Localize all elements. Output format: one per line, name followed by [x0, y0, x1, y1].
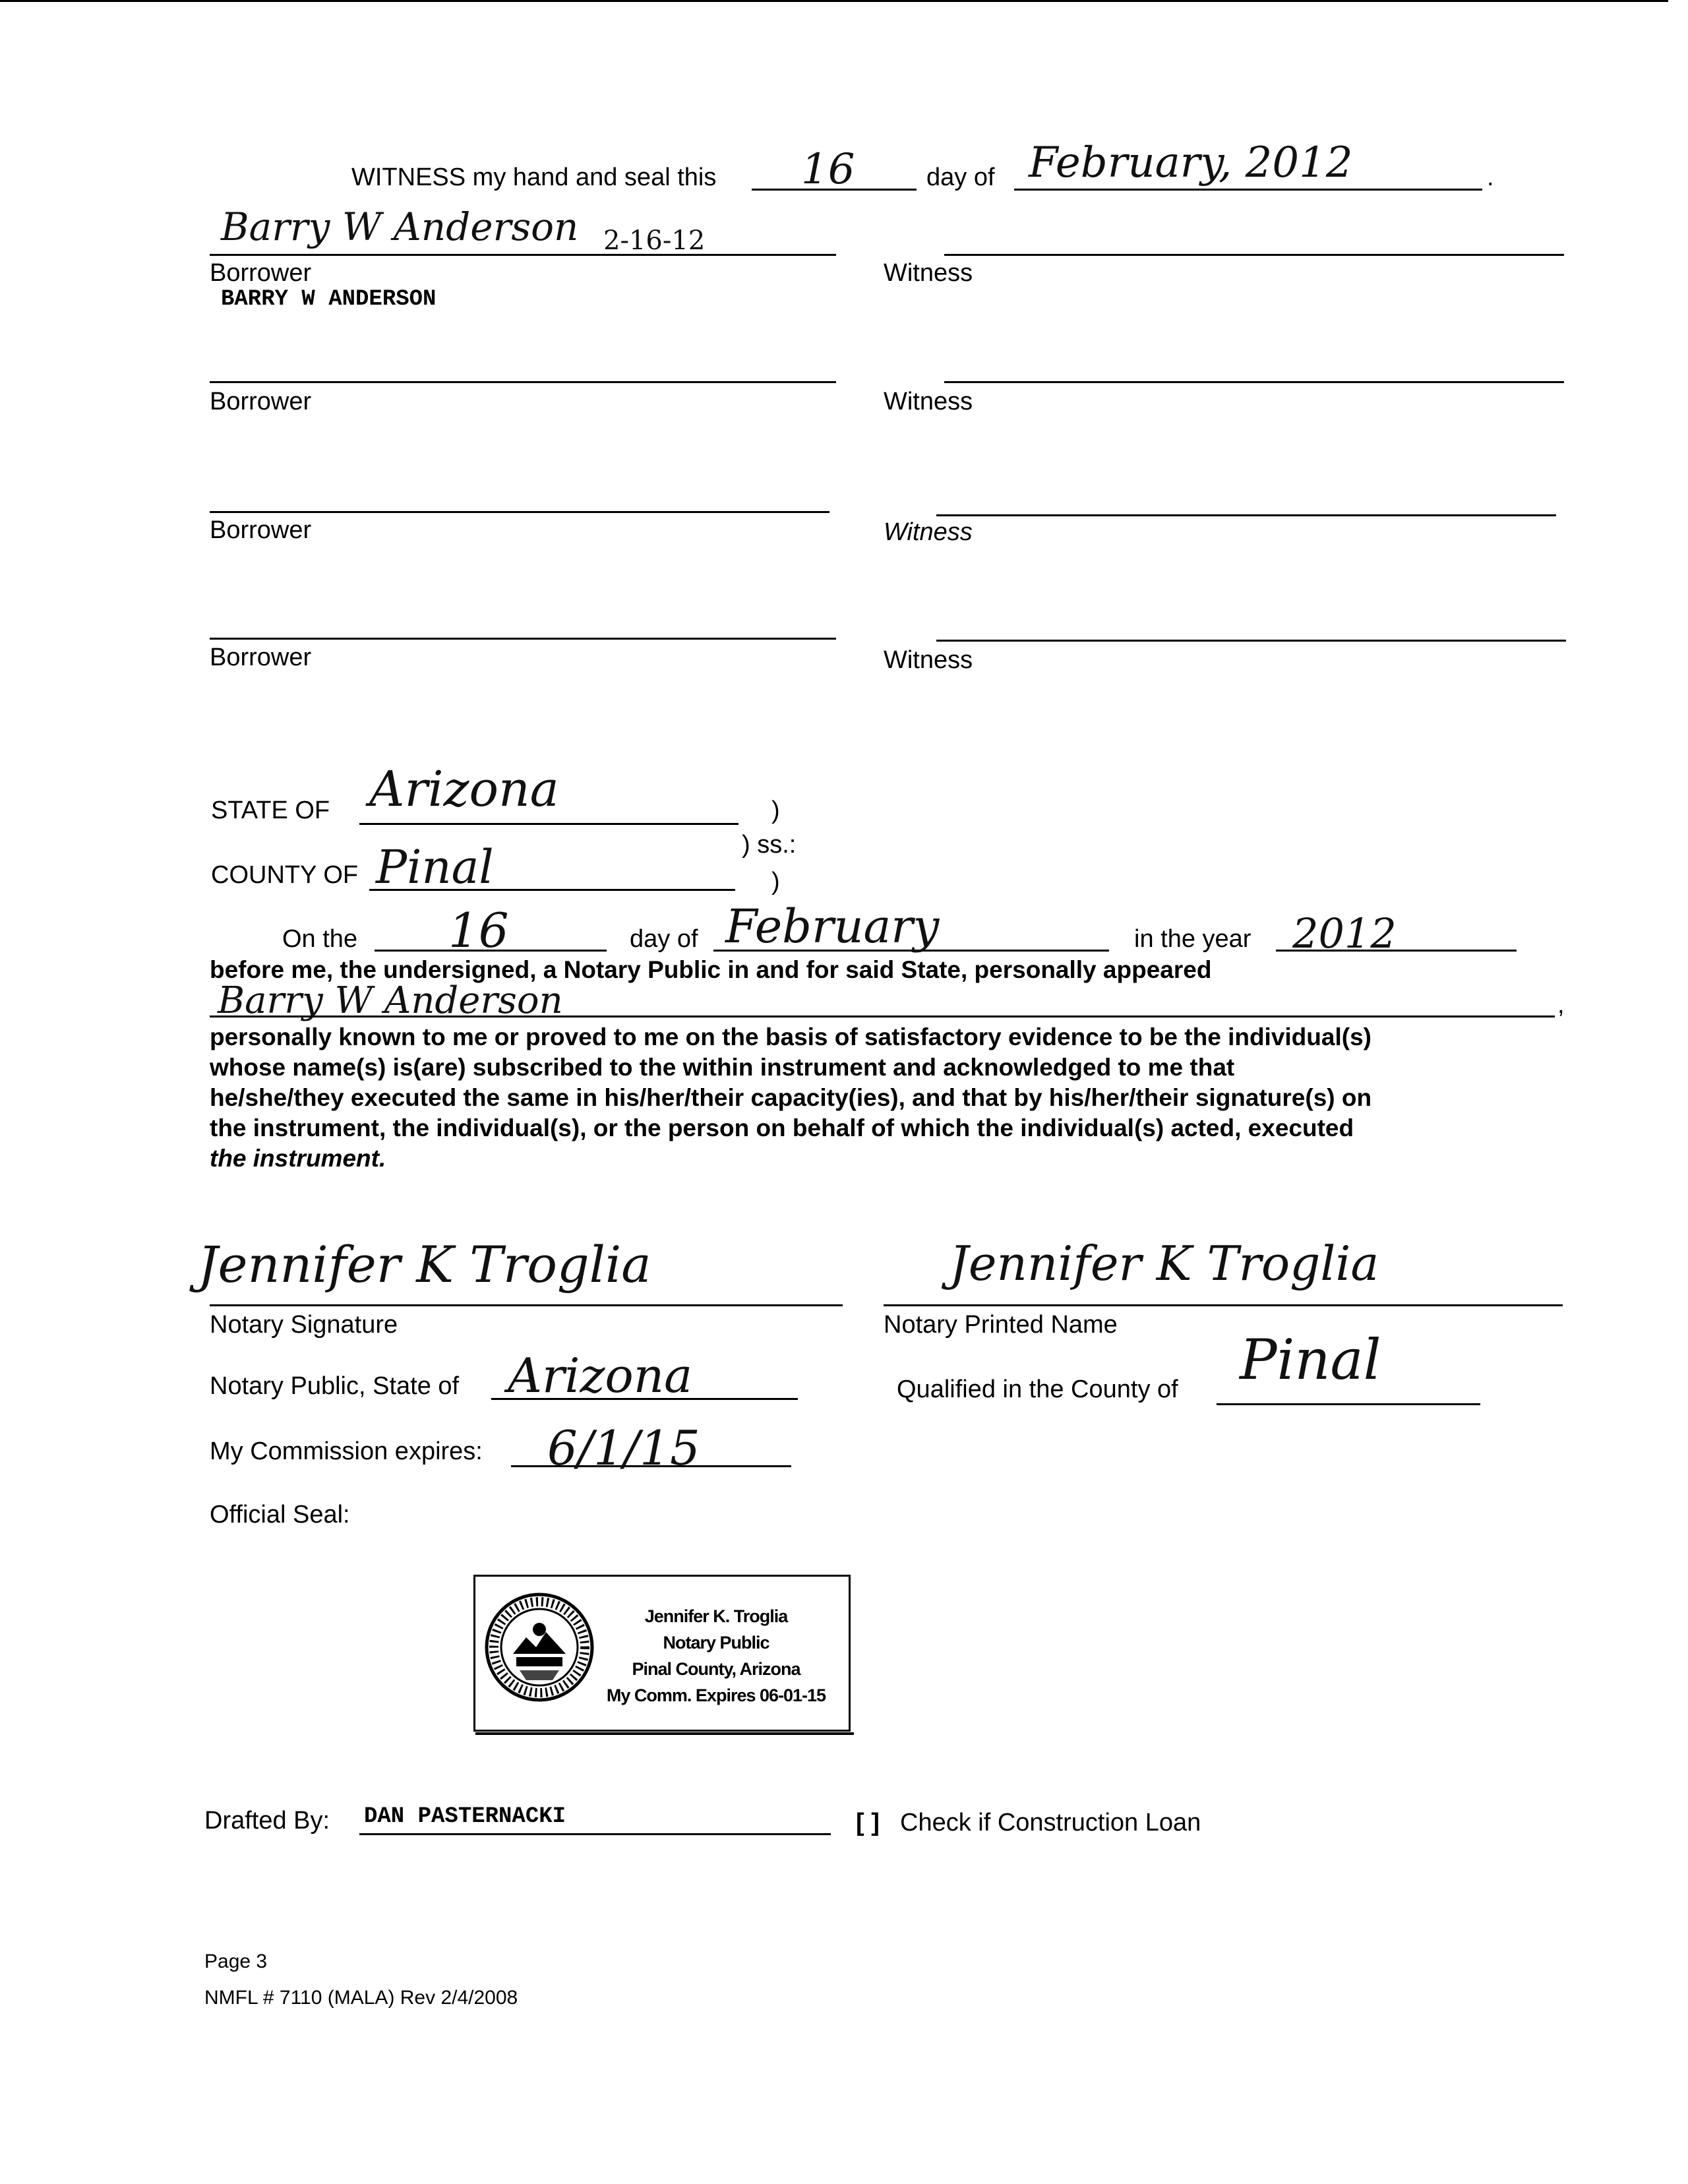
- seal-line: Pinal County, Arizona: [632, 1659, 800, 1679]
- witness-4-label: Witness: [884, 646, 973, 674]
- paragraph-line: whose name(s) is(are) subscribed to the within instrument and acknowledged to me that: [210, 1054, 1235, 1081]
- qualified-county-line: [1217, 1403, 1480, 1405]
- notary-public-state-value: Arizona: [508, 1348, 693, 1403]
- notary-signature-line: [210, 1304, 843, 1306]
- page-number: Page 3: [204, 1951, 268, 1972]
- acknowledgment-paragraph: [210, 1022, 1462, 1174]
- borrower-1-line: [210, 254, 836, 256]
- borrower-1-label: Borrower: [210, 259, 312, 287]
- arizona-seal-emblem: [483, 1591, 595, 1703]
- form-id: NMFL # 7110 (MALA) Rev 2/4/2008: [204, 1987, 518, 2009]
- witness-3-line: [936, 514, 1556, 516]
- ss-label: ) ss.:: [742, 831, 797, 859]
- notary-seal-stamp: [473, 1575, 851, 1732]
- paragraph-line: the instrument.: [210, 1145, 386, 1172]
- seal-line: My Comm. Expires 06-01-15: [606, 1685, 826, 1705]
- witness-2-label: Witness: [884, 388, 973, 415]
- ack-year-label: in the year: [1134, 925, 1251, 953]
- qualified-county-value: Pinal: [1240, 1327, 1381, 1392]
- borrower-3-label: Borrower: [210, 516, 312, 544]
- state-value: Arizona: [369, 761, 559, 818]
- county-label: COUNTY OF: [211, 861, 359, 889]
- drafted-by-line: [359, 1833, 831, 1835]
- official-seal-label: Official Seal:: [210, 1501, 350, 1529]
- witness-1-line: [944, 254, 1564, 256]
- construction-loan-checkbox[interactable]: [ ]: [856, 1809, 880, 1836]
- commission-label: My Commission expires:: [210, 1438, 483, 1465]
- seal-text: [591, 1603, 841, 1709]
- witness-3-label: Witness: [884, 518, 973, 546]
- paragraph-line: the instrument, the individual(s), or the person on behalf of which the individual(s) acted, executed: [210, 1114, 1354, 1141]
- ss-paren-bottom: ): [771, 868, 780, 895]
- paragraph-line: personally known to me or proved to me on the basis of satisfactory evidence to be the individual(s): [210, 1023, 1372, 1050]
- notary-public-state-label: Notary Public, State of: [210, 1372, 460, 1400]
- appeared-value: Barry W Anderson: [218, 979, 563, 1022]
- seal-line: Notary Public: [663, 1633, 769, 1653]
- borrower-1-name: BARRY W ANDERSON: [221, 287, 437, 312]
- witness-1-label: Witness: [884, 259, 973, 287]
- on-the-label: On the: [282, 925, 358, 953]
- borrower-3-line: [210, 511, 829, 513]
- borrower-4-line: [210, 638, 836, 640]
- ack-day-value: 16: [448, 903, 509, 958]
- state-label: STATE OF: [211, 797, 330, 824]
- appeared-comma: ,: [1557, 991, 1565, 1019]
- witness-clause-prefix: WITNESS my hand and seal this: [351, 164, 717, 191]
- ack-year-value: 2012: [1292, 909, 1397, 957]
- witness-day-value: 16: [801, 145, 855, 194]
- borrower-2-label: Borrower: [210, 388, 312, 415]
- notary-signature-value: Jennifer K Troglia: [198, 1235, 651, 1294]
- borrower-2-line: [210, 381, 836, 383]
- witness-day-label: day of: [926, 164, 995, 191]
- ack-day-of-label: day of: [630, 925, 698, 953]
- notary-printed-name-line: [884, 1304, 1563, 1306]
- seal-line: Jennifer K. Troglia: [644, 1606, 788, 1626]
- borrower-1-signature: Barry W Anderson: [221, 204, 579, 249]
- borrower-4-label: Borrower: [210, 644, 312, 671]
- paragraph-line: he/she/they executed the same in his/her/their capacity(ies), and that by his/her/their signature(s) on: [210, 1084, 1372, 1111]
- witness-4-line: [936, 640, 1566, 642]
- appeared-line: [210, 1016, 1555, 1017]
- drafted-by-value: DAN PASTERNACKI: [364, 1804, 566, 1829]
- state-line: [359, 823, 738, 825]
- witness-month-year-value: February, 2012: [1029, 138, 1353, 187]
- construction-loan-label: Check if Construction Loan: [900, 1809, 1201, 1836]
- notary-printed-name-label: Notary Printed Name: [884, 1311, 1118, 1339]
- drafted-by-label: Drafted By:: [204, 1807, 330, 1835]
- page-top-edge: [0, 0, 1668, 2]
- witness-clause-end: .: [1487, 164, 1494, 191]
- before-me-text: before me, the undersigned, a Notary Public in and for said State, personally appeared: [210, 956, 1212, 983]
- qualified-county-label: Qualified in the County of: [897, 1376, 1178, 1403]
- borrower-1-date: 2-16-12: [603, 226, 706, 256]
- notary-signature-label: Notary Signature: [210, 1311, 398, 1339]
- witness-2-line: [944, 381, 1564, 383]
- ss-paren-top: ): [771, 797, 780, 824]
- county-value: Pinal: [376, 840, 494, 894]
- notary-printed-name-value: Jennifer K Troglia: [950, 1236, 1379, 1291]
- ack-month-value: February: [725, 899, 940, 954]
- witness-month-line: [1014, 189, 1482, 191]
- commission-value: 6/1/15: [547, 1420, 700, 1476]
